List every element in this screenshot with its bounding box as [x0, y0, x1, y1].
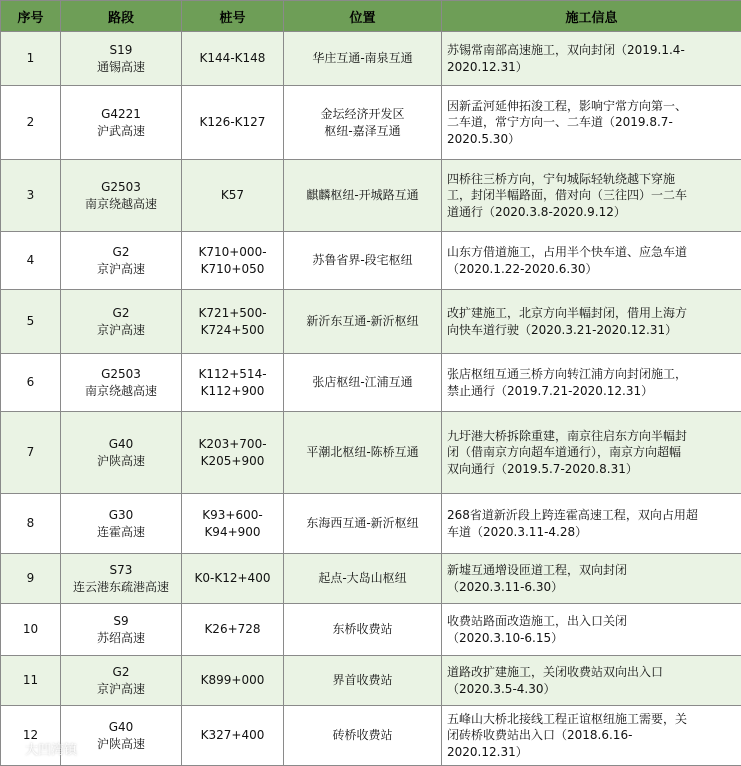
- row-number: 1: [1, 32, 61, 86]
- info-cell-line: 双向通行（2019.5.7-2020.8.31）: [447, 461, 736, 478]
- row-number: 4: [1, 232, 61, 290]
- road-cell: [61, 554, 182, 604]
- row-number: 10: [1, 604, 61, 656]
- location-cell-line: 枢纽-嘉泽互通: [284, 123, 441, 140]
- info-cell-line: 收费站路面改造施工，出入口关闭: [447, 613, 736, 630]
- row-number: 7: [1, 412, 61, 494]
- info-cell-line: 二车道，常宁方向一、二车道（2019.8.7-: [447, 114, 736, 131]
- stake-cell-line: K57: [182, 187, 283, 204]
- road-cell: [61, 86, 182, 160]
- location-cell-line: 东海西互通-新沂枢纽: [284, 515, 441, 532]
- info-cell-line: 山东方借道施工，占用半个快车道、应急车道: [447, 244, 736, 261]
- road-name: 南京绕越高速: [61, 383, 181, 400]
- info-cell-line: 张店枢纽互通三桥方向转江浦方向封闭施工，: [447, 366, 736, 383]
- road-name: 沪陕高速: [61, 736, 181, 753]
- location-cell: [284, 412, 442, 494]
- info-cell-line: 五峰山大桥北接线工程正谊枢纽施工需要，关: [447, 711, 736, 728]
- info-cell: [442, 412, 741, 494]
- stake-cell-line: K93+600-: [182, 507, 283, 524]
- road-name: 京沪高速: [61, 322, 181, 339]
- location-cell: [284, 554, 442, 604]
- info-cell-line: 车道（2020.3.11-4.28）: [447, 524, 736, 541]
- info-cell-line: 2020.12.31）: [447, 59, 736, 76]
- location-cell-line: 起点-大岛山枢纽: [284, 570, 441, 587]
- table-row: [1, 160, 741, 232]
- location-cell: [284, 290, 442, 354]
- road-code: G4221: [61, 106, 181, 123]
- road-cell: [61, 412, 182, 494]
- table-row: [1, 354, 741, 412]
- location-cell: [284, 86, 442, 160]
- road-name: 连云港东疏港高速: [61, 579, 181, 596]
- location-cell-line: 新沂东互通-新沂枢纽: [284, 313, 441, 330]
- info-cell-line: 四桥往三桥方向，宁句城际轻轨绕越下穿施: [447, 171, 736, 188]
- info-cell-line: 268省道新沂段上跨连霍高速工程，双向占用超: [447, 507, 736, 524]
- stake-cell-line: K26+728: [182, 621, 283, 638]
- location-cell: [284, 232, 442, 290]
- table-header-row: [1, 1, 741, 32]
- road-code: G2503: [61, 179, 181, 196]
- road-code: G40: [61, 719, 181, 736]
- road-cell: [61, 706, 182, 766]
- stake-cell: [182, 706, 284, 766]
- info-cell: [442, 290, 741, 354]
- info-cell-line: 向快车道行驶（2020.3.21-2020.12.31）: [447, 322, 736, 339]
- stake-cell-line: K112+514-: [182, 366, 283, 383]
- row-number: 11: [1, 656, 61, 706]
- stake-cell: [182, 86, 284, 160]
- location-cell: [284, 604, 442, 656]
- info-cell: [442, 604, 741, 656]
- road-cell: [61, 604, 182, 656]
- road-name: 南京绕越高速: [61, 196, 181, 213]
- location-cell: [284, 160, 442, 232]
- road-code: G2503: [61, 366, 181, 383]
- stake-cell: [182, 232, 284, 290]
- table-row: [1, 554, 741, 604]
- row-number: 5: [1, 290, 61, 354]
- road-cell: [61, 656, 182, 706]
- info-cell-line: 2020.12.31）: [447, 744, 736, 761]
- info-cell: [442, 86, 741, 160]
- location-cell-line: 平潮北枢纽-陈桥互通: [284, 444, 441, 461]
- info-cell-line: 改扩建施工，北京方向半幅封闭，借用上海方: [447, 305, 736, 322]
- road-name: 连霍高速: [61, 524, 181, 541]
- row-number: 12: [1, 706, 61, 766]
- table-row: [1, 86, 741, 160]
- stake-cell: [182, 290, 284, 354]
- header-stake: 桩号: [182, 1, 284, 32]
- location-cell: [284, 32, 442, 86]
- location-cell-line: 华庄互通-南泉互通: [284, 50, 441, 67]
- stake-cell: [182, 32, 284, 86]
- stake-cell-line: K721+500-: [182, 305, 283, 322]
- location-cell-line: 界首收费站: [284, 672, 441, 689]
- header-location: 位置: [284, 1, 442, 32]
- stake-cell: [182, 160, 284, 232]
- location-cell: [284, 494, 442, 554]
- table-row: [1, 32, 741, 86]
- road-cell: [61, 354, 182, 412]
- road-code: G40: [61, 436, 181, 453]
- road-code: G2: [61, 664, 181, 681]
- info-cell: [442, 494, 741, 554]
- row-number: 9: [1, 554, 61, 604]
- location-cell: [284, 706, 442, 766]
- info-cell-line: 禁止通行（2019.7.21-2020.12.31）: [447, 383, 736, 400]
- road-cell: [61, 232, 182, 290]
- info-cell-line: （2020.3.11-6.30）: [447, 579, 736, 596]
- road-name: 通锡高速: [61, 59, 181, 76]
- location-cell-line: 张店枢纽-江浦互通: [284, 374, 441, 391]
- header-no: 序号: [1, 1, 61, 32]
- info-cell-line: 道路改扩建施工，关闭收费站双向出入口: [447, 664, 736, 681]
- location-cell-line: 苏鲁省界-段宅枢纽: [284, 252, 441, 269]
- info-cell: [442, 656, 741, 706]
- road-name: 沪陕高速: [61, 453, 181, 470]
- road-cell: [61, 160, 182, 232]
- location-cell-line: 金坛经济开发区: [284, 106, 441, 123]
- location-cell-line: 东桥收费站: [284, 621, 441, 638]
- road-cell: [61, 32, 182, 86]
- info-cell-line: （2020.3.5-4.30）: [447, 681, 736, 698]
- info-cell: [442, 706, 741, 766]
- table-row: [1, 494, 741, 554]
- location-cell: [284, 656, 442, 706]
- stake-cell: [182, 494, 284, 554]
- road-name: 沪武高速: [61, 123, 181, 140]
- info-cell: [442, 354, 741, 412]
- table-row: [1, 232, 741, 290]
- stake-cell-line: K327+400: [182, 727, 283, 744]
- table-row: [1, 656, 741, 706]
- road-name: 京沪高速: [61, 681, 181, 698]
- row-number: 3: [1, 160, 61, 232]
- stake-cell-line: K0-K12+400: [182, 570, 283, 587]
- info-cell-line: 九圩港大桥拆除重建，南京往启东方向半幅封: [447, 428, 736, 445]
- road-code: G2: [61, 244, 181, 261]
- road-name: 苏绍高速: [61, 630, 181, 647]
- stake-cell-line: K94+900: [182, 524, 283, 541]
- stake-cell-line: K112+900: [182, 383, 283, 400]
- stake-cell: [182, 604, 284, 656]
- road-cell: [61, 290, 182, 354]
- road-cell: [61, 494, 182, 554]
- info-cell-line: （2020.3.10-6.15）: [447, 630, 736, 647]
- stake-cell: [182, 354, 284, 412]
- location-cell: [284, 354, 442, 412]
- table-row: [1, 290, 741, 354]
- road-code: S19: [61, 42, 181, 59]
- info-cell-line: （2020.1.22-2020.6.30）: [447, 261, 736, 278]
- stake-cell: [182, 656, 284, 706]
- info-cell-line: 苏锡常南部高速施工，双向封闭（2019.1.4-: [447, 42, 736, 59]
- info-cell-line: 闭砖桥收费站出入口（2018.6.16-: [447, 727, 736, 744]
- stake-cell-line: K203+700-: [182, 436, 283, 453]
- row-number: 6: [1, 354, 61, 412]
- header-road: 路段: [61, 1, 182, 32]
- location-cell-line: 麒麟枢纽-开城路互通: [284, 187, 441, 204]
- road-name: 京沪高速: [61, 261, 181, 278]
- table-row: [1, 604, 741, 656]
- header-info: 施工信息: [442, 1, 741, 32]
- stake-cell-line: K126-K127: [182, 114, 283, 131]
- info-cell: [442, 232, 741, 290]
- stake-cell-line: K710+000-: [182, 244, 283, 261]
- table-body: [1, 32, 741, 766]
- stake-cell: [182, 554, 284, 604]
- stake-cell-line: K899+000: [182, 672, 283, 689]
- stake-cell-line: K144-K148: [182, 50, 283, 67]
- road-code: G30: [61, 507, 181, 524]
- info-cell-line: 工，封闭半幅路面，借对向（三往四）一二车: [447, 187, 736, 204]
- stake-cell-line: K724+500: [182, 322, 283, 339]
- stake-cell-line: K710+050: [182, 261, 283, 278]
- watermark-text: 大凹湾镇: [25, 743, 77, 758]
- info-cell-line: 闭（借南京方向超车道通行），南京方向超幅: [447, 444, 736, 461]
- table-row: [1, 412, 741, 494]
- info-cell: [442, 32, 741, 86]
- stake-cell: [182, 412, 284, 494]
- location-cell-line: 砖桥收费站: [284, 727, 441, 744]
- road-code: S9: [61, 613, 181, 630]
- info-cell-line: 新墟互通增设匝道工程，双向封闭: [447, 562, 736, 579]
- stake-cell-line: K205+900: [182, 453, 283, 470]
- info-cell-line: 2020.5.30）: [447, 131, 736, 148]
- road-code: S73: [61, 562, 181, 579]
- row-number: 8: [1, 494, 61, 554]
- info-cell: [442, 554, 741, 604]
- road-code: G2: [61, 305, 181, 322]
- row-number: 2: [1, 86, 61, 160]
- info-cell: [442, 160, 741, 232]
- table-row: [1, 706, 741, 766]
- info-cell-line: 道通行（2020.3.8-2020.9.12）: [447, 204, 736, 221]
- info-cell-line: 因新孟河延伸拓浚工程，影响宁常方向第一、: [447, 98, 736, 115]
